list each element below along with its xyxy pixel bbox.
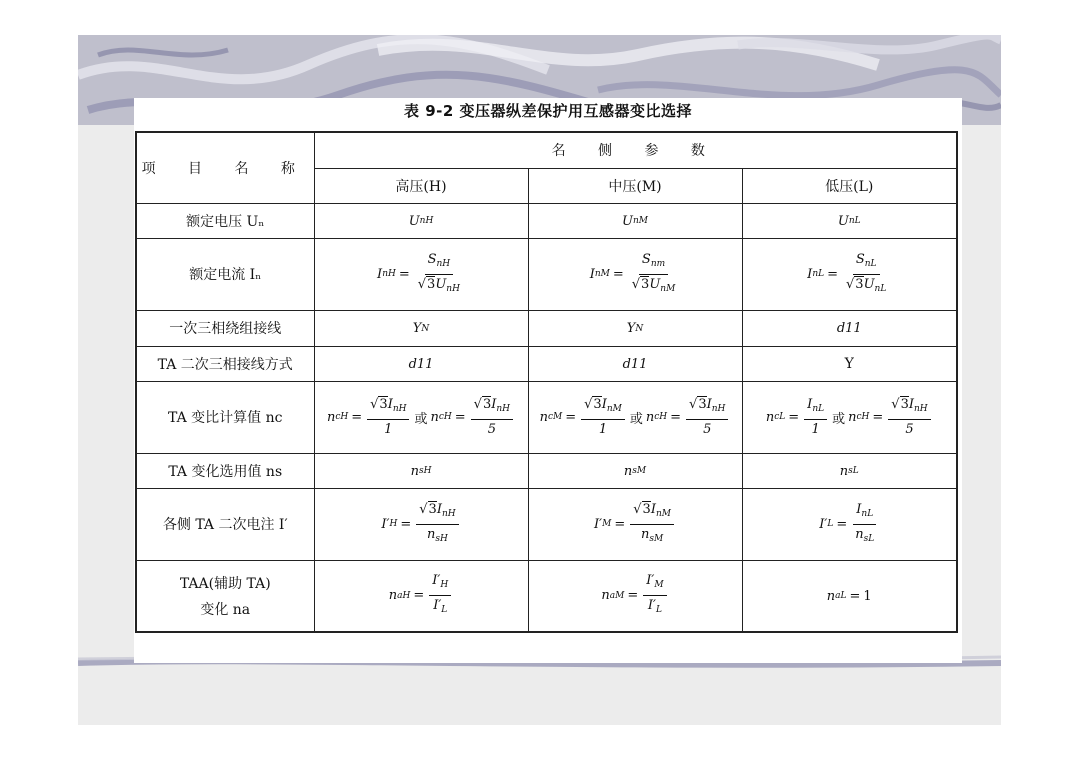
cell-ta-ratio-calc-l: n cL = $\frac{I_{nL}}{1}$ 或 n cH = $\frac{√3I_{nH}}{5}$ xyxy=(742,381,957,453)
row-label-primary-winding: 一次三相绕组接线 xyxy=(136,310,314,346)
cell-rated-voltage-h: U nH xyxy=(314,203,528,238)
cell-primary-winding-h: Y N xyxy=(314,310,528,346)
cell-taa-ratio-l: n aL = 1 xyxy=(742,560,957,632)
header-col-low: 低压(L) xyxy=(742,168,957,203)
cell-rated-current-h: I nH = $\frac{S_{nH}}{√3U_{nH}}$ xyxy=(314,238,528,310)
row-label-secondary-current: 各侧 TA 二次电注 I′ xyxy=(136,488,314,560)
cell-rated-current-m: I nM = $\frac{S_{nm}}{√3U_{nM}}$ xyxy=(528,238,742,310)
header-item-name: 项 目 名 称 xyxy=(136,132,314,203)
cell-ta-ratio-calc-m: n cM = $\frac{√3I_{nM}}{1}$ 或 n cH = $\frac{√3I_{nH}}{5}$ xyxy=(528,381,742,453)
header-col-high: 高压(H) xyxy=(314,168,528,203)
cell-secondary-current-m: I′ M = $\frac{√3I_{nM}}{n_{sM}}$ xyxy=(528,488,742,560)
cell-ta-ratio-calc-h: n cH = $\frac{√3I_{nH}}{1}$ 或 n cH = $\frac{√3I_{nH}}{5}$ xyxy=(314,381,528,453)
header-col-mid: 中压(M) xyxy=(528,168,742,203)
row-label-ta-ratio-calc: TA 变比计算值 nc xyxy=(136,381,314,453)
header-param-group: 名 侧 参 数 xyxy=(314,132,957,168)
cell-rated-voltage-m: U nM xyxy=(528,203,742,238)
cell-ta-ratio-chosen-l: n sL xyxy=(742,453,957,488)
cell-ta-secondary-conn-m: d11 xyxy=(528,346,742,381)
cell-taa-ratio-h: n aH = $\frac{I'_H}{I'_L}$ xyxy=(314,560,528,632)
table-caption: 表 9-2 变压器纵差保护用互感器变比选择 xyxy=(403,102,693,120)
cell-rated-voltage-l: U nL xyxy=(742,203,957,238)
row-label-rated-current: 额定电流 Iₙ xyxy=(136,238,314,310)
row-label-taa-ratio xyxy=(136,560,314,632)
cell-ta-secondary-conn-l: Y xyxy=(742,346,957,381)
slide-background xyxy=(78,35,1001,725)
ratio-selection-table xyxy=(135,131,958,633)
cell-taa-ratio-m: n aM = $\frac{I'_M}{I'_L}$ xyxy=(528,560,742,632)
row-label-ta-ratio-chosen: TA 变化选用值 ns xyxy=(136,453,314,488)
cell-ta-secondary-conn-h: d11 xyxy=(314,346,528,381)
cell-ta-ratio-chosen-m: n sM xyxy=(528,453,742,488)
row-label-taa-ratio-line2: 变化 na xyxy=(200,601,251,618)
cell-primary-winding-m: Y N xyxy=(528,310,742,346)
row-label-rated-voltage: 额定电压 Uₙ xyxy=(136,203,314,238)
row-label-ta-secondary-conn: TA 二次三相接线方式 xyxy=(136,346,314,381)
cell-secondary-current-l: I′ L = $\frac{I_{nL}}{n_{sL}}$ xyxy=(742,488,957,560)
cell-secondary-current-h: I′ H = $\frac{√3I_{nH}}{n_{sH}}$ xyxy=(314,488,528,560)
table-sheet xyxy=(134,98,962,663)
cell-rated-current-l: I nL = $\frac{S_{nL}}{√3U_{nL}}$ xyxy=(742,238,957,310)
cell-primary-winding-l: d11 xyxy=(742,310,957,346)
cell-ta-ratio-chosen-h: n sH xyxy=(314,453,528,488)
row-label-taa-ratio-line1: TAA(辅助 TA) xyxy=(179,575,271,592)
